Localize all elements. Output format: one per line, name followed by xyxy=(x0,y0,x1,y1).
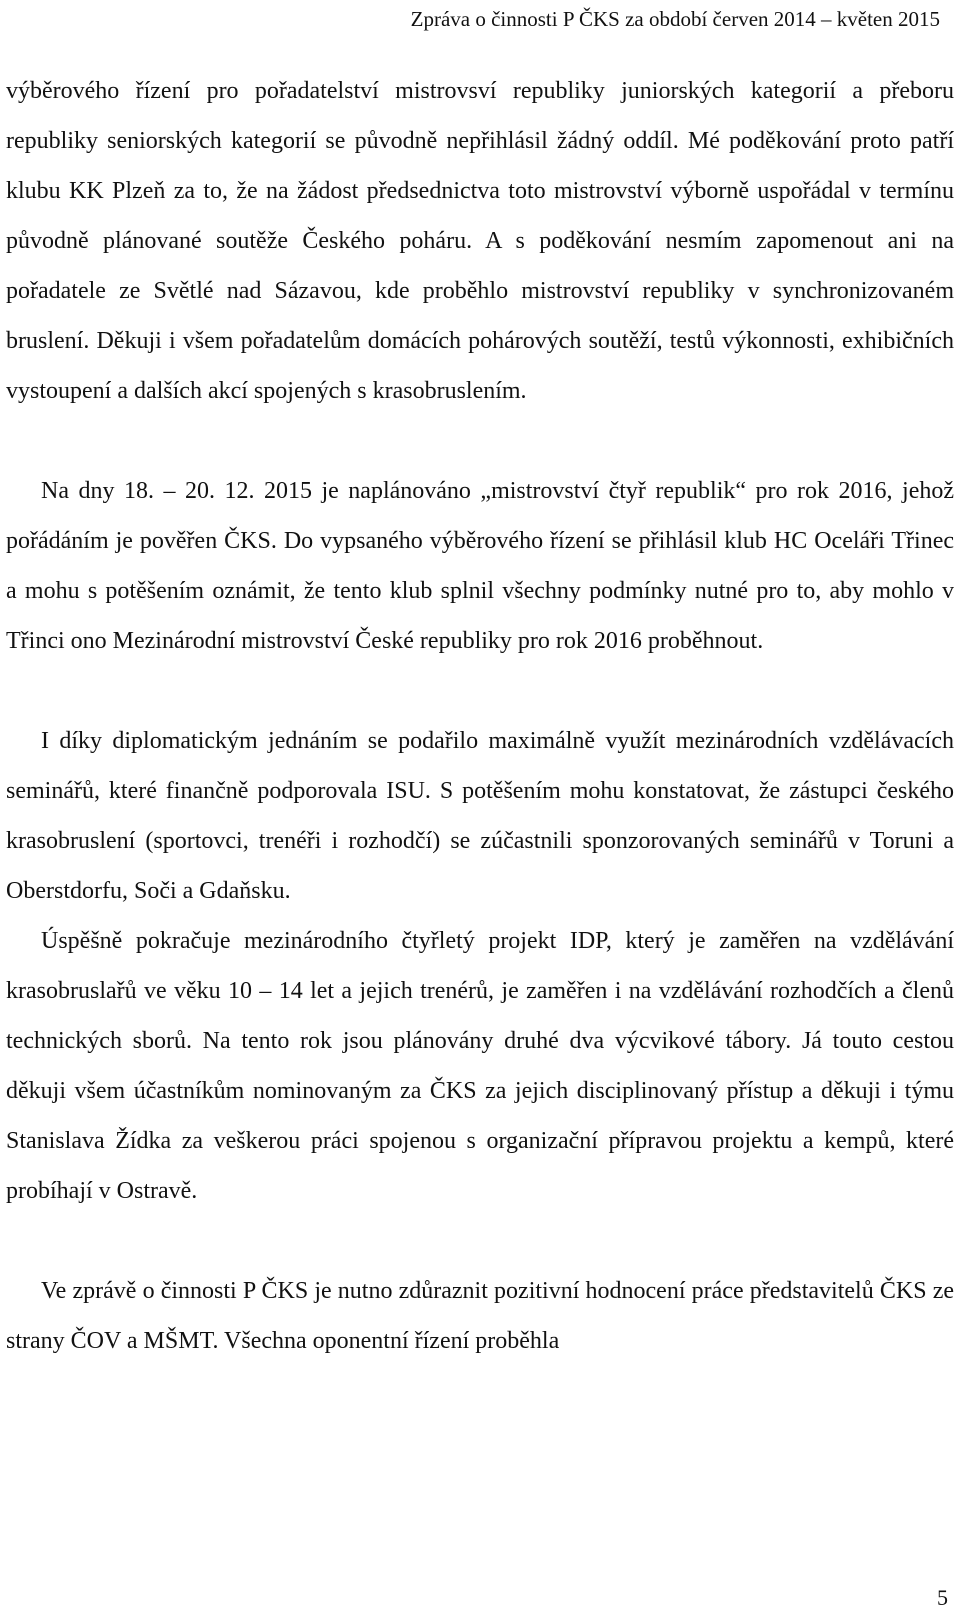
document-body xyxy=(6,66,954,1366)
paragraph-cov-msmt: Ve zprávě o činnosti P ČKS je nutno zdůraznit pozitivní hodnocení práce představitelů ČKS ze strany ČOV a MŠMT. Všechna oponentní řízení proběhla xyxy=(6,1278,954,1354)
running-header: Zpráva o činnosti P ČKS za období červen 2014 – květen 2015 xyxy=(410,7,940,31)
paragraph-four-nations: Na dny 18. – 20. 12. 2015 je naplánováno „mistrovství čtyř republik“ pro rok 2016, jehož pořádáním je pověřen ČKS. Do vypsaného výběrového řízení se přihlásil klub HC Oceláři Třinec a mohu s potěšením oznámit, že tento klub splnil všechny podmínky nutné pro to, aby mohlo v Třinci ono Mezinárodní mistrovství České republiky pro rok 2016 proběhnout. xyxy=(6,478,954,654)
paragraph-isu-seminars: I díky diplomatickým jednáním se podařilo maximálně využít mezinárodních vzdělávacích seminářů, které finančně podporovala ISU. S potěšením mohu konstatovat, že zástupci českého krasobruslení (sportovci, trenéři i rozhodčí) se zúčastnili sponzorovaných seminářů v Toruni a Oberstdorfu, Soči a Gdaňsku. xyxy=(6,728,954,904)
page-number: 5 xyxy=(937,1585,948,1610)
paragraph-idp-project: Úspěšně pokračuje mezinárodního čtyřletý projekt IDP, který je zaměřen na vzdělávání krasobruslařů ve věku 10 – 14 let a jejich trenérů, je zaměřen i na vzdělávání rozhodčích a členů technických sborů. Na tento rok jsou plánovány druhé dva výcvikové tábory. Já touto cestou děkuji všem účastníkům nominovaným za ČKS za jejich disciplinovaný přístup a děkuji i týmu Stanislava Žídka za veškerou práci spojenou s organizační přípravou projektu a kempů, které probíhají v Ostravě. xyxy=(6,928,954,1204)
paragraph-organizers-thanks: výběrového řízení pro pořadatelství mistrovsví republiky juniorských kategorií a přeboru republiky seniorských kategorií se původně nepřihlásil žádný oddíl. Mé poděkování proto patří klubu KK Plzeň za to, že na žádost předsednictva toto mistrovství výborně uspořádal v termínu původně plánované soutěže Českého poháru. A s poděkování nesmím zapomenout ani na pořadatele ze Světlé nad Sázavou, kde proběhlo mistrovství republiky v synchronizovaném bruslení. Děkuji i všem pořadatelům domácích pohárových soutěží, testů výkonnosti, exhibičních vystoupení a dalších akcí spojených s krasobruslením. xyxy=(6,78,954,404)
